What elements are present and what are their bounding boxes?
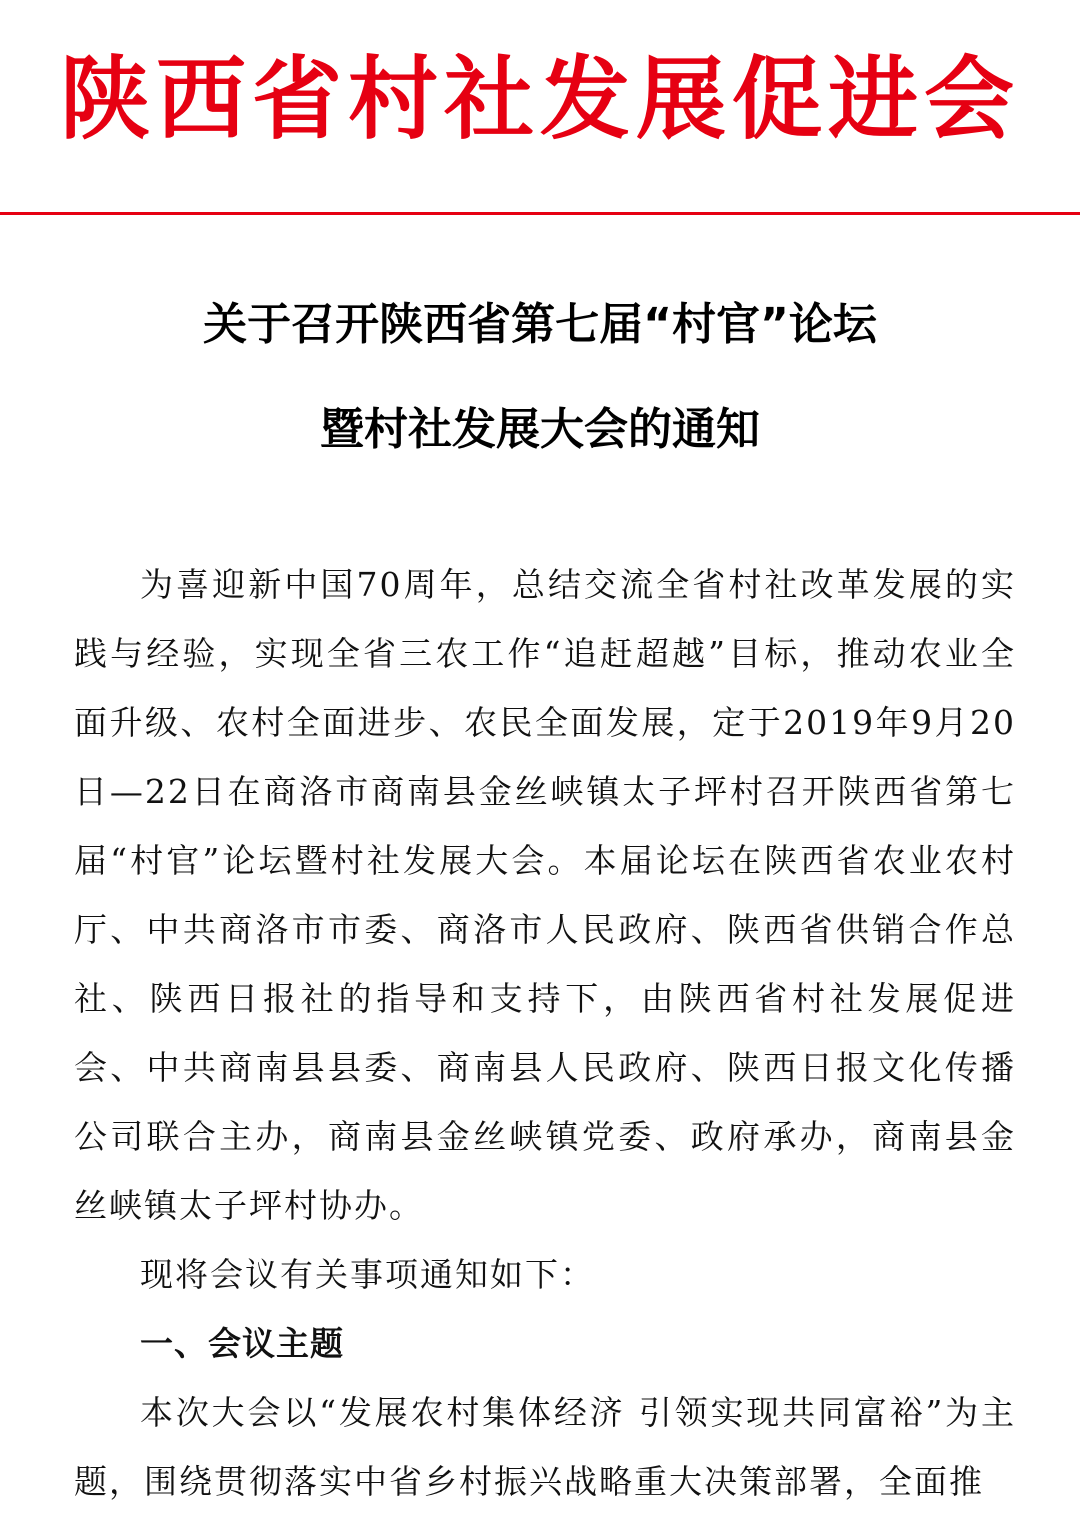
section-heading-meeting-theme: 一、会议主题 [140,1324,344,1363]
document-body [74,550,1016,1516]
body-paragraph-theme: 本次大会以“发展农村集体经济 引领实现共同富裕”为主题，围绕贯彻落实中省乡村振兴战略重大决策部署，全面推 [74,1393,1016,1501]
body-paragraph-notice: 现将会议有关事项通知如下： [140,1255,595,1294]
letterhead-org-name: 陕西省村社发展促进会 [60,47,1020,152]
document-title-line-1: 关于召开陕西省第七届“村官”论坛 [203,299,877,350]
letterhead-red-rule [0,212,1080,215]
body-paragraph-intro: 为喜迎新中国70周年，总结交流全省村社改革发展的实践与经验，实现全省三农工作“追赶超越”目标，推动农业全面升级、农村全面进步、农民全面发展，定于2019年9月20日—22日在商洛市商南县金丝峡镇太子坪村召开陕西省第七届“村官”论坛暨村社发展大会。本届论坛在陕西省农业农村厅、中共商洛市市委、商洛市人民政府、陕西省供销合作总社、陕西日报社的指导和支持下，由陕西省村社发展促进会、中共商南县县委、商南县人民政府、陕西日报文化传播公司联合主办，商南县金丝峡镇党委、政府承办，商南县金丝峡镇太子坪村协办。 [74,565,1016,1225]
document-title-line-2: 暨村社发展大会的通知 [320,404,760,455]
